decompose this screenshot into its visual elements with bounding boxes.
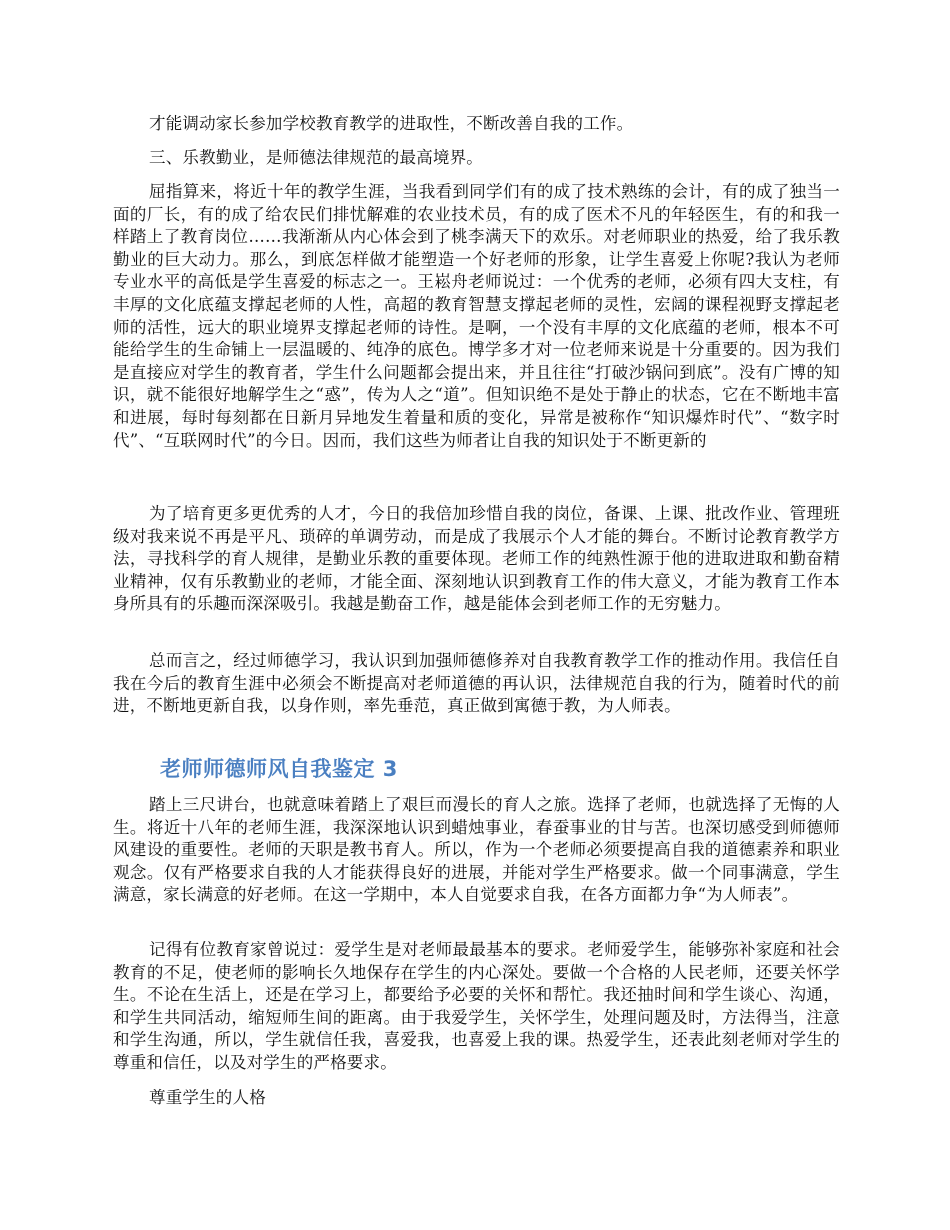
paragraph-7: 记得有位教育家曾说过：爱学生是对老师最最基本的要求。老师爱学生，能够弥补家庭和社会教育的不足，使老师的影响长久地保存在学生的内心深处。要做一个合格的人民老师，还要关怀学生。不论在生活上，还是在学习上，都要给予必要的关怀和帮忙。我还抽时间和学生谈心、沟通，和学生共同活动，缩短师生间的距离。由于我爱学生，关怀学生，处理问题及时，方法得当，注意和学生沟通，所以，学生就信任我，喜爱我，也喜爱上我的课。热爱学生，还表此刻老师对学生的尊重和信任，以及对学生的严格要求。 <box>113 940 840 1072</box>
section-heading: 老师师德师风自我鉴定 3 <box>160 757 398 781</box>
paragraph-5: 总而言之，经过师德学习，我认识到加强师德修养对自我教育教学工作的推动作用。我信任自我在今后的教育生涯中必须会不断提高对老师道德的再认识，法律规范自我的行为，随着时代的前进，不断地更新自我，以身作则，率先垂范，真正做到寓德于教，为人师表。 <box>113 651 840 716</box>
paragraph-3: 屈指算来，将近十年的教学生涯，当我看到同学们有的成了技术熟练的会计，有的成了独当一面的厂长，有的成了给农民们排忧解难的农业技术员，有的成了医术不凡的年轻医生，有的和我一样踏上了教育岗位……我渐渐从内心体会到了桃李满天下的欢乐。对老师职业的热爱，给了我乐教勤业的巨大动力。那么，到底怎样做才能塑造一个好老师的形象，让学生喜爱上你呢?我认为老师专业水平的高低是学生喜爱的标志之一。王崧舟老师说过：一个优秀的老师，必须有四大支柱，有丰厚的文化底蕴支撑起老师的人性，高超的教育智慧支撑起老师的灵性，宏阔的课程视野支撑起老师的活性，远大的职业境界支撑起老师的诗性。是啊，一个没有丰厚的文化底蕴的老师，根本不可能给学生的生命铺上一层温暖的、纯净的底色。博学多才对一位老师来说是十分重要的。因为我们是直接应对学生的教育者，学生什么问题都会提出来，并且往往“打破沙锅问到底”。没有广博的知识，就不能很好地解学生之“惑”，传为人之“道”。但知识绝不是处于静止的状态，它在不断地丰富和进展，每时每刻都在日新月异地发生着量和质的变化，异常是被称作“知识爆炸时代”、“数字时代”、“互联网时代”的今日。因而，我们这些为师者让自我的知识处于不断更新的 <box>113 182 840 450</box>
paragraph-2: 三、乐教勤业，是师德法律规范的最高境界。 <box>149 148 483 167</box>
paragraph-1: 才能调动家长参加学校教育教学的进取性，不断改善自我的工作。 <box>149 114 634 133</box>
paragraph-6: 踏上三尺讲台，也就意味着踏上了艰巨而漫长的育人之旅。选择了老师，也就选择了无悔的人生。将近十八年的老师生涯，我深深地认识到蜡烛事业，春蚕事业的甘与苦。也深切感受到师德师风建设的重要性。老师的天职是教书育人。所以，作为一个老师必须要提高自我的道德素养和职业观念。仅有严格要求自我的人才能获得良好的进展，并能对学生严格要求。做一个同事满意，学生满意，家长满意的好老师。在这一学期中，本人自觉要求自我，在各方面都力争“为人师表”。 <box>113 795 840 905</box>
paragraph-8: 尊重学生的人格 <box>149 1088 266 1107</box>
paragraph-4: 为了培育更多更优秀的人才，今日的我倍加珍惜自我的岗位，备课、上课、批改作业、管理班级对我来说不再是平凡、琐碎的单调劳动，而是成了我展示个人才能的舞台。不断讨论教育教学方法，寻找科学的育人规律，是勤业乐教的重要体现。老师工作的纯熟性源于他的进取进取和勤奋精业精神，仅有乐教勤业的老师，才能全面、深刻地认识到教育工作的伟大意义，才能为教育工作本身所具有的乐趣而深深吸引。我越是勤奋工作，越是能体会到老师工作的无穷魅力。 <box>113 504 840 614</box>
